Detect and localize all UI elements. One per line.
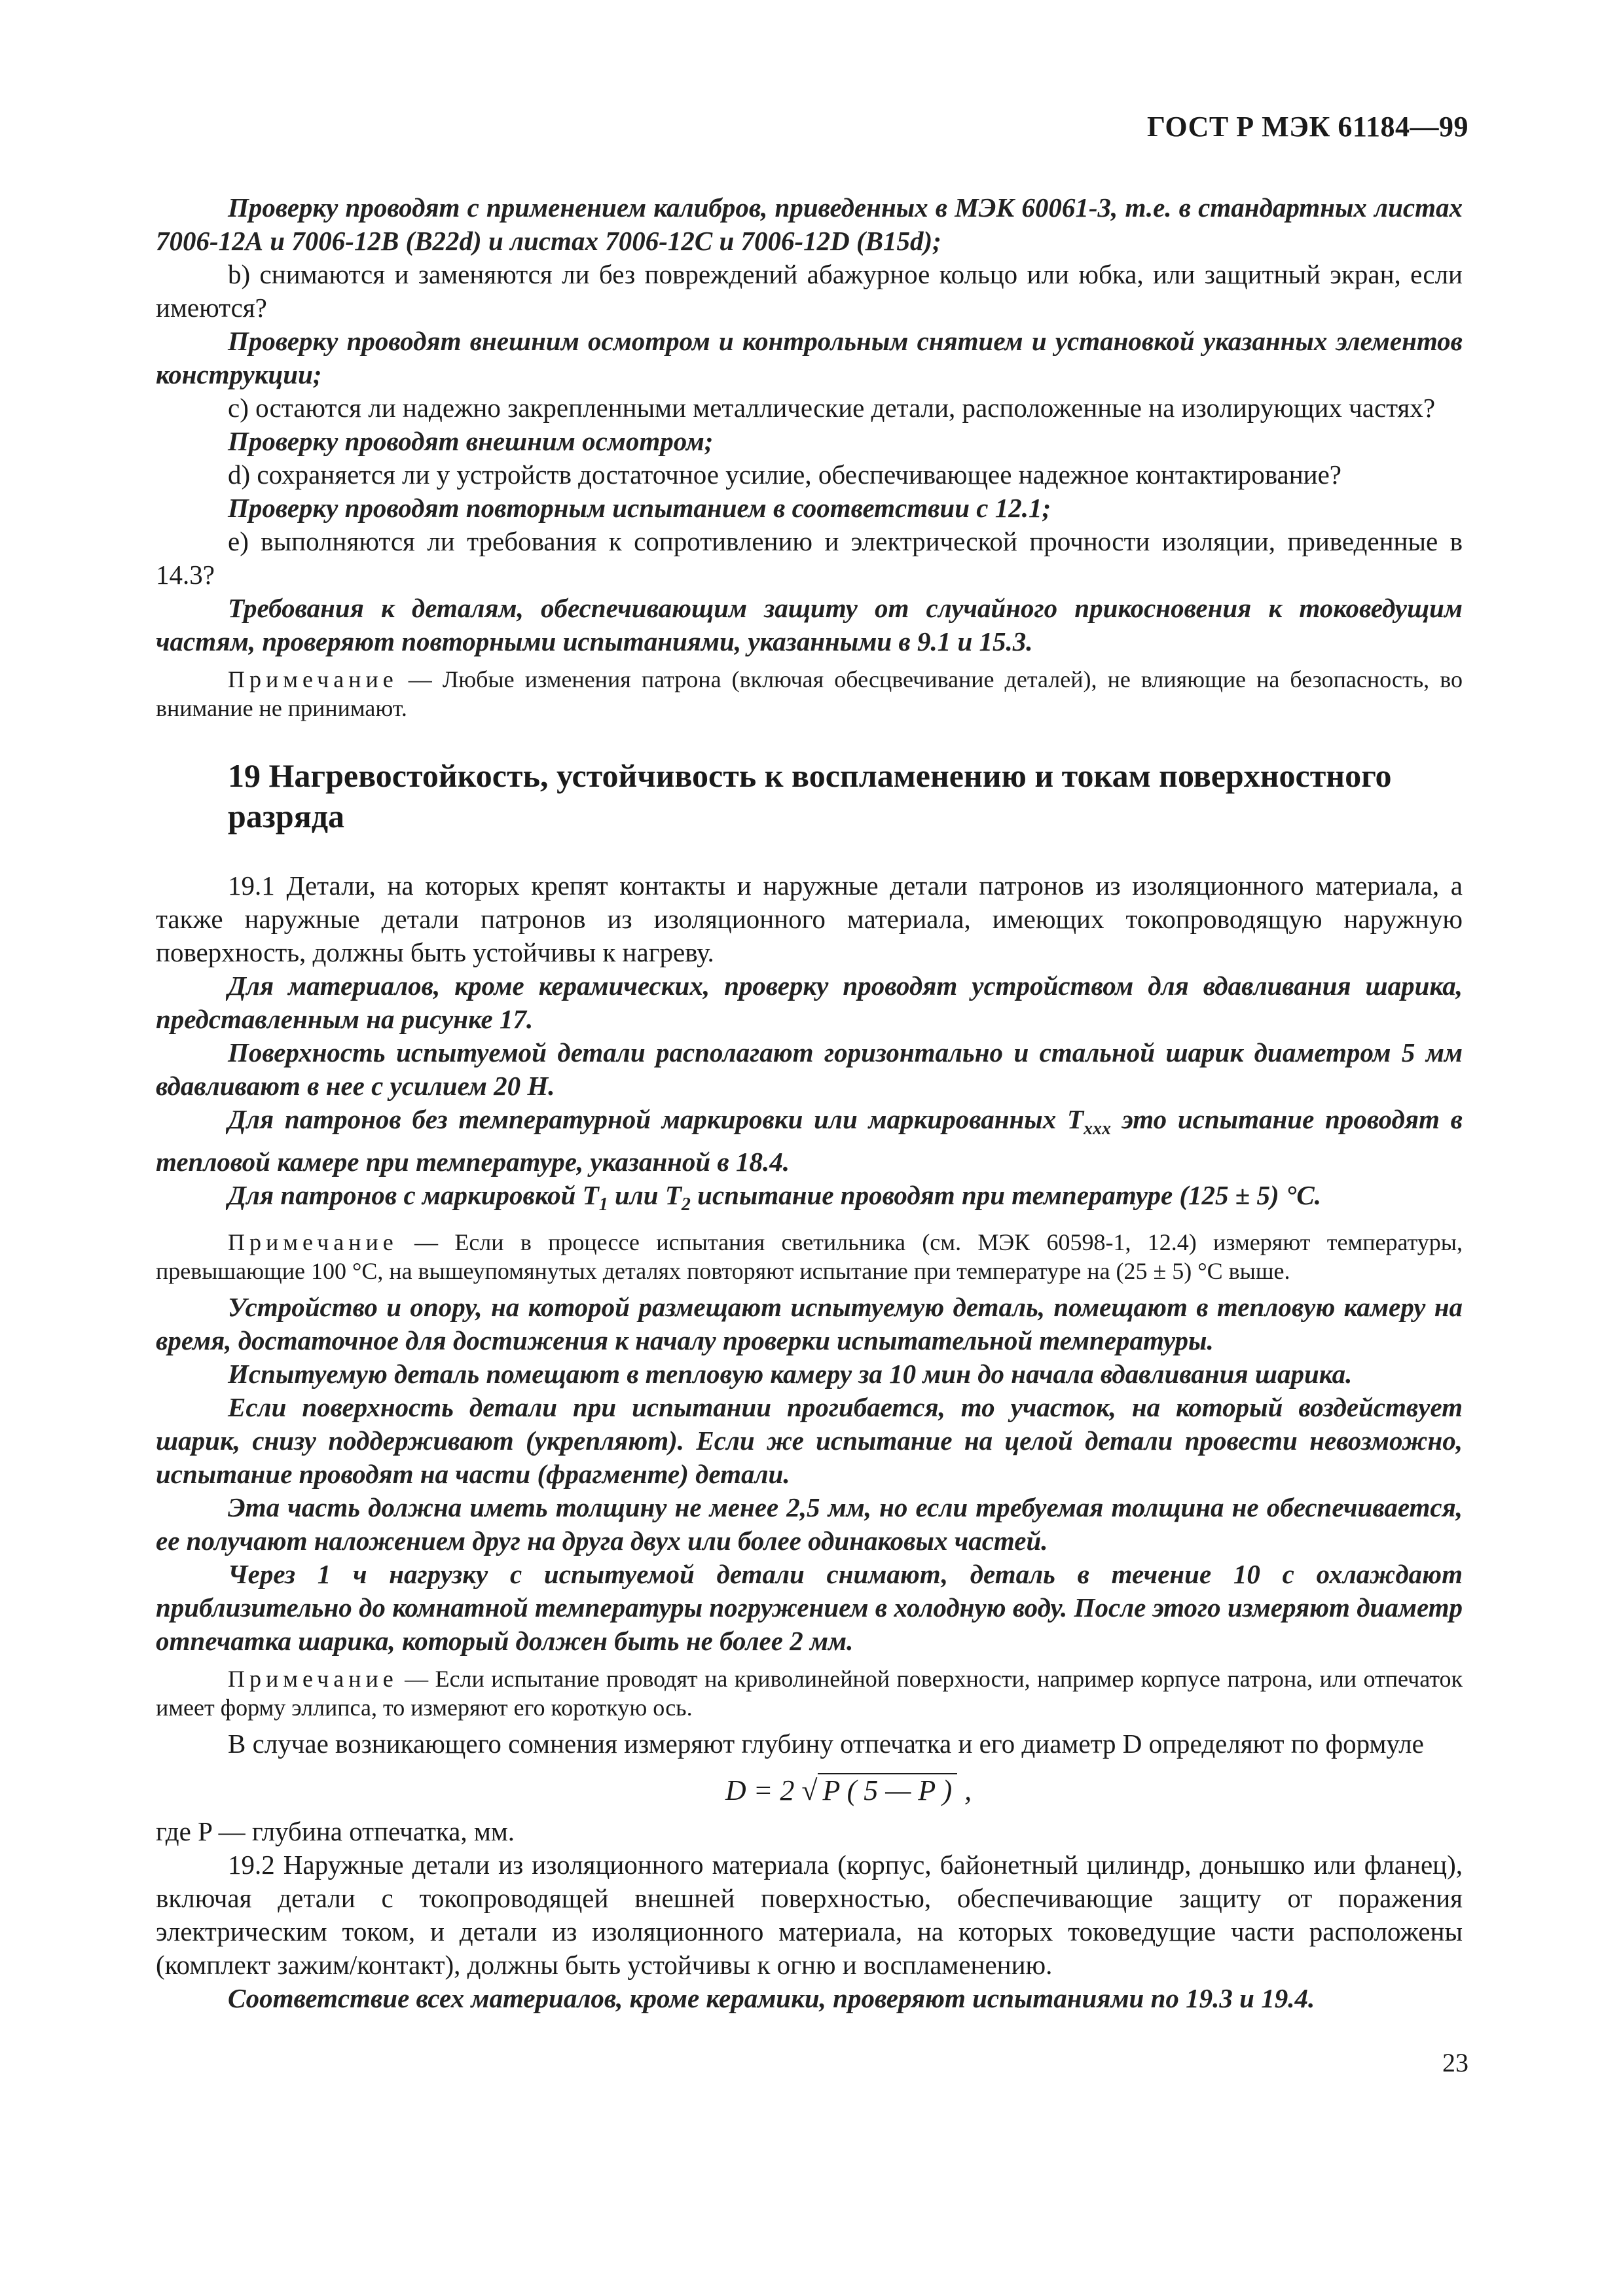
paragraph: Проверку проводят повторным испытанием в соответствии с 12.1; — [228, 493, 1051, 523]
document-header: ГОСТ Р МЭК 61184—99 — [1146, 111, 1468, 143]
formula-radicand: P ( 5 — P ) — [818, 1773, 958, 1806]
paragraph: 19.1 Детали, на которых крепят контакты и наружные детали патронов из изоляционного материала, а также наружные детали патронов из изоляционного материала, имеющих токопроводящую наружную поверхность, должны быть устойчивы к нагреву. — [156, 870, 1463, 967]
paragraph: Через 1 ч нагрузку с испытуемой детали снимают, деталь в течение 10 с охлаждают приблизительно до комнатной температуры погружением в холодную воду. После этого измеряют диаметр отпечатка шарика, который должен быть не более 2 мм. — [156, 1559, 1463, 1657]
paragraph: Проверку проводят внешним осмотром и контрольным снятием и установкой указанных элементов конструкции; — [156, 326, 1463, 389]
paragraph: Устройство и опору, на которой размещают испытуемую деталь, помещают в тепловую камеру на время, достаточное для достижения к началу проверки испытательной температуры. — [156, 1292, 1463, 1356]
note-text: — Если в процессе испытания светильника (см. МЭК 60598-1, 12.4) измеряют температуры, превышающие 100 °С, на вышеупомянутых деталях повторяют испытание при температуре на (25 ± 5) °С выше. — [156, 1229, 1463, 1285]
paragraph: с) остаются ли надежно закрепленными металлические детали, расположенные на изолирующих частях? — [228, 393, 1436, 423]
section-heading: 19 Нагревостойкость, устойчивость к воспламенению и токам поверхностного разряда — [228, 757, 1392, 834]
note-text: — Любые изменения патрона (включая обесцвечивание деталей), не влияющие на безопасность, во внимание не принимают. — [156, 666, 1463, 721]
paragraph: Соответствие всех материалов, кроме керамики, проверяют испытаниями по 19.3 и 19.4. — [228, 1983, 1315, 2014]
paragraph: Проверку проводят с применением калибров, приведенных в МЭК 60061-3, т.е. в стандартных листах 7006-12А и 7006-12В (B22d) и листах 7006-12С и 7006-12D (B15d); — [156, 192, 1463, 256]
paragraph: Испытуемую деталь помещают в тепловую камеру за 10 мин до начала вдавливания шарика. — [228, 1359, 1353, 1390]
paragraph: Если поверхность детали при испытании прогибается, то участок, на который воздействует шарик, снизу поддерживают (укрепляют). Если же испытание на целой детали провести невозможно, испытание проводят на части (фрагменте) детали. — [156, 1392, 1463, 1490]
note-label: Примечание — [228, 666, 398, 692]
paragraph: е) выполняются ли требования к сопротивлению и электрической прочности изоляции, приведенные в 14.3? — [156, 526, 1463, 590]
text-run: это испытание проводят в тепловой камере при температуре, указанной в 18.4. — [156, 1104, 1463, 1177]
text-run: или T — [608, 1180, 682, 1211]
formula-lhs: D = 2 — [725, 1774, 802, 1807]
paragraph: Эта часть должна иметь толщину не менее 2,5 мм, но если требуемая толщина не обеспечивается, ее получают наложением друг на друга двух или более одинаковых частей. — [156, 1492, 1463, 1556]
note — [156, 1664, 1463, 1722]
paragraph: d) сохраняется ли у устройств достаточное усилие, обеспечивающее надежное контактирование? — [228, 459, 1341, 490]
document-body — [156, 191, 1463, 2015]
note — [156, 1228, 1463, 1285]
sqrt-symbol: √ — [801, 1774, 818, 1807]
paragraph: где P — глубина отпечатка, мм. — [156, 1816, 515, 1847]
text-run: испытание проводят при температуре (125 ± 5) °С. — [690, 1180, 1321, 1211]
subscript: xxx — [1084, 1119, 1112, 1139]
paragraph: 19.2 Наружные детали из изоляционного материала (корпус, байонетный цилиндр, донышко или фланец), включая детали с токопроводящей внешней поверхностью, обеспечивающие защиту от поражения электрическим током, и детали из изоляционного материала, на которых токоведущие части расположены (комплект зажим/контакт), должны быть устойчивы к огню и воспламенению. — [156, 1850, 1463, 1981]
note-text: — Если испытание проводят на криволинейной поверхности, например корпусе патрона, или отпечаток имеет форму эллипса, то измеряют его короткую ось. — [156, 1666, 1463, 1721]
note-label: Примечание — [228, 1229, 398, 1256]
paragraph: Проверку проводят внешним осмотром; — [228, 426, 714, 456]
note-label: Примечание — [228, 1666, 398, 1693]
paragraph: b) снимаются и заменяются ли без повреждений абажурное кольцо или юбка, или защитный экран, если имеются? — [156, 259, 1463, 323]
formula-tail: , — [957, 1774, 972, 1807]
note — [156, 665, 1463, 723]
paragraph: Для материалов, кроме керамических, проверку проводят устройством для вдавливания шарика, представленным на рисунке 17. — [156, 971, 1463, 1034]
formula — [156, 1774, 1463, 1807]
page-number: 23 — [1442, 2048, 1468, 2077]
text-run: Для патронов без температурной маркировки или маркированных T — [228, 1104, 1084, 1134]
paragraph — [156, 1103, 1463, 1179]
paragraph: Требования к деталям, обеспечивающим защиту от случайного прикосновения к токоведущим частям, проверяют повторными испытаниями, указанными в 9.1 и 15.3. — [156, 593, 1463, 656]
subscript: 2 — [681, 1194, 691, 1215]
paragraph: Поверхность испытуемой детали располагают горизонтально и стальной шарик диаметром 5 мм вдавливают в нее с усилием 20 Н. — [156, 1037, 1463, 1101]
subscript: 1 — [598, 1194, 608, 1215]
paragraph: В случае возникающего сомнения измеряют глубину отпечатка и его диаметр D определяют по формуле — [228, 1729, 1424, 1759]
paragraph — [156, 1179, 1463, 1221]
text-run: Для патронов с маркировкой T — [228, 1180, 599, 1211]
